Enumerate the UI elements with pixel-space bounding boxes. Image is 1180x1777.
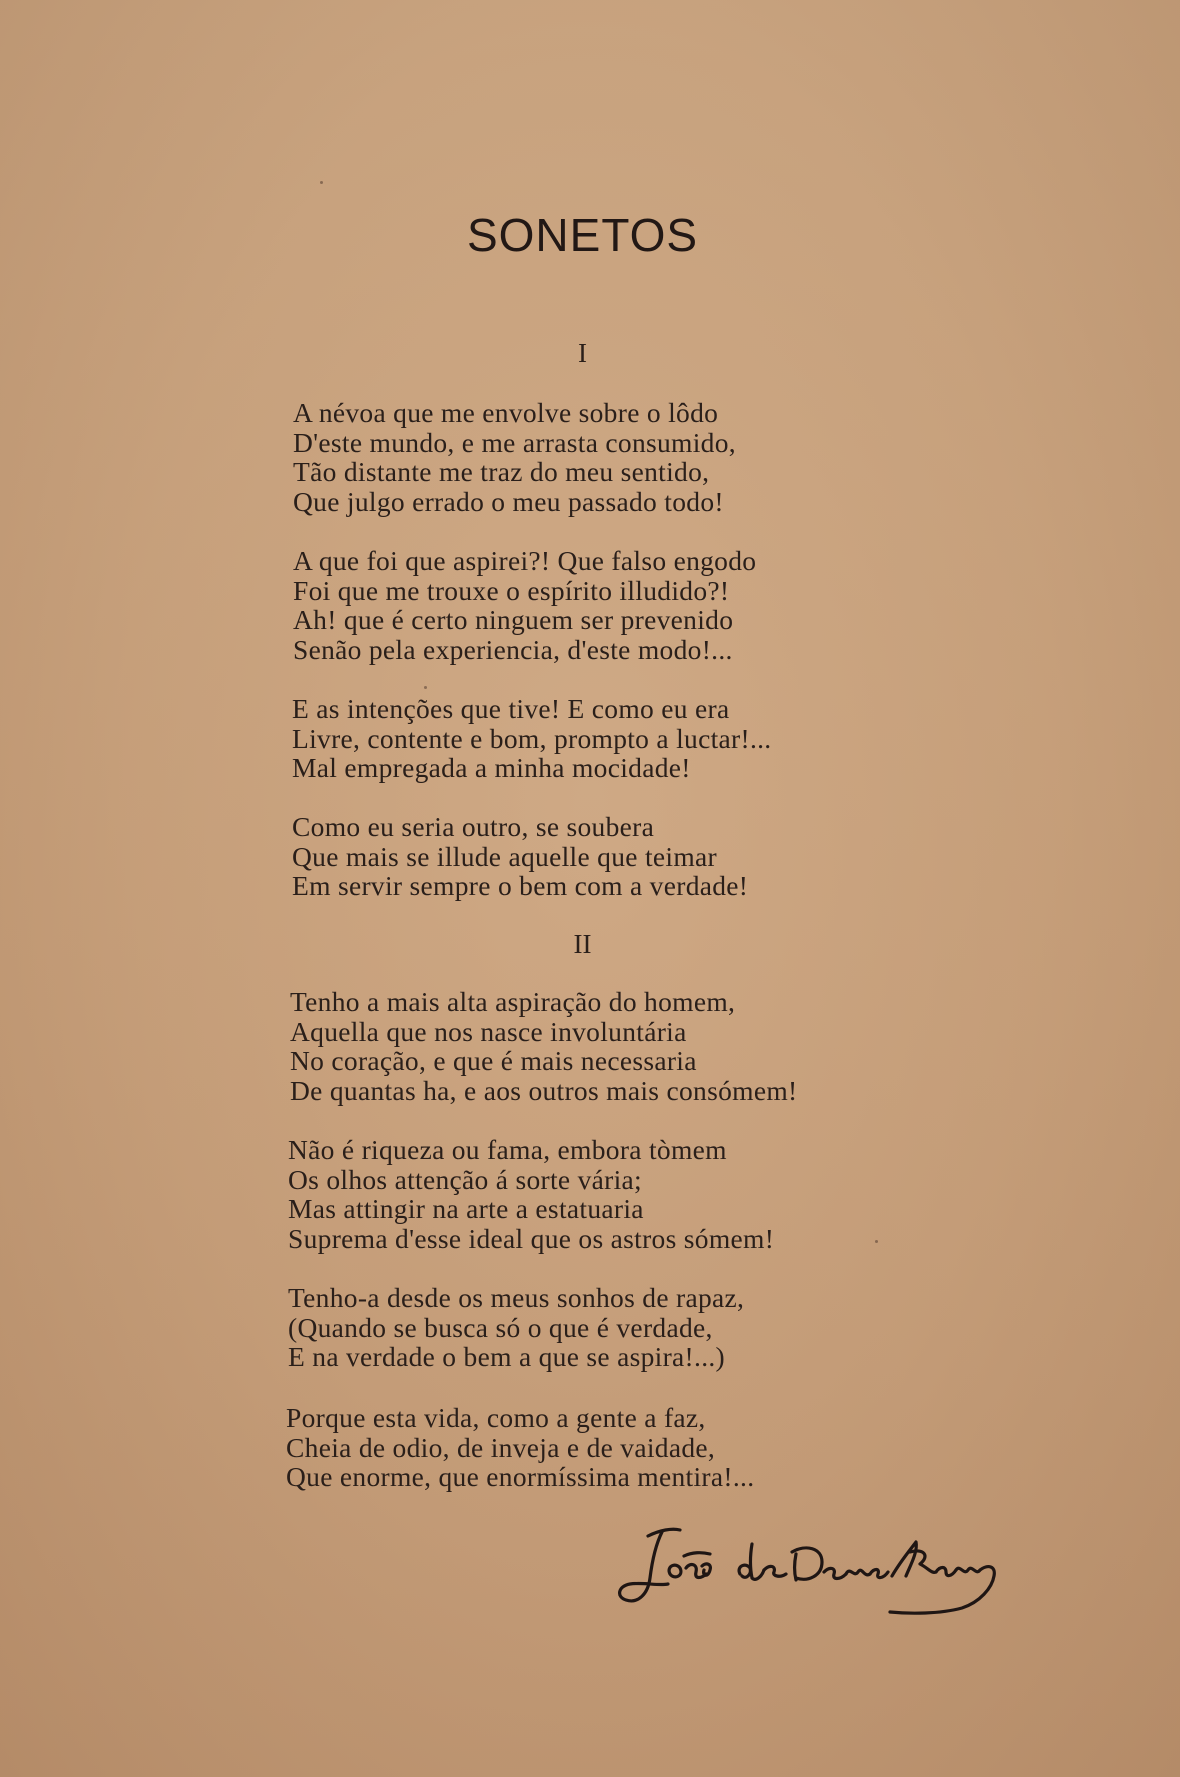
verse-line: Que mais se illude aquelle que teimar	[292, 840, 717, 872]
verse-line: Que enorme, que enormíssima mentira!...	[286, 1461, 755, 1493]
verse-line: A que foi que aspirei?! Que falso engodo	[293, 545, 757, 576]
verse-line: Cheia de odio, de inveja e de vaidade,	[286, 1431, 716, 1463]
verse-line: Tenho a mais alta aspiração do homem,	[290, 986, 736, 1017]
verse-line: Os olhos attenção á sorte vária;	[288, 1163, 642, 1195]
stanza	[292, 694, 771, 783]
stanza	[293, 398, 736, 516]
stanza	[286, 1403, 754, 1492]
sonnet-numeral: I	[578, 338, 587, 368]
paper-speck	[424, 686, 427, 689]
verse-line: E na verdade o bem a que se aspira!...)	[288, 1341, 725, 1373]
verse-line: Como eu seria outro, se soubera	[292, 811, 655, 842]
verse-line: Em servir sempre o bem com a verdade!	[292, 870, 749, 902]
paper-speck	[875, 1240, 878, 1243]
sonnet-numeral: II	[573, 929, 592, 959]
stanza	[288, 1283, 744, 1372]
stanza	[288, 1135, 774, 1253]
verse-line: (Quando se busca só o que é verdade,	[288, 1311, 713, 1343]
verse-line: Aquella que nos nasce involuntária	[290, 1015, 687, 1047]
verse-line: Que julgo errado o meu passado todo!	[293, 485, 724, 517]
stanza	[292, 812, 748, 901]
verse-line: Mas attingir na arte a estatuaria	[288, 1193, 644, 1225]
verse-line: D'este mundo, e me arrasta consumido,	[293, 426, 736, 458]
verse-line: Ah! que é certo ninguem ser prevenido	[293, 604, 734, 636]
verse-line: Mal empregada a minha mocidade!	[292, 752, 691, 784]
stanza	[290, 987, 797, 1105]
verse-line: A névoa que me envolve sobre o lôdo	[293, 397, 719, 428]
stanza	[293, 546, 756, 664]
verse-line: Livre, contente e bom, prompto a luctar!...	[292, 722, 772, 754]
verse-line: E as intenções que tive! E como eu era	[292, 693, 730, 724]
handwritten-signature	[610, 1522, 1010, 1617]
paper-speck	[320, 181, 323, 184]
verse-line: Não é riqueza ou fama, embora tòmem	[288, 1134, 727, 1165]
page-title: SONETOS	[466, 209, 699, 261]
verse-line: Suprema d'esse ideal que os astros sómem!	[288, 1222, 775, 1254]
verse-line: Tenho-a desde os meus sonhos de rapaz,	[288, 1282, 745, 1313]
verse-line: Porque esta vida, como a gente a faz,	[286, 1402, 706, 1433]
verse-line: Senão pela experiencia, d'este modo!...	[293, 633, 733, 665]
verse-line: Foi que me trouxe o espírito illudido?!	[293, 574, 730, 606]
verse-line: De quantas ha, e aos outros mais consómem!	[290, 1074, 798, 1106]
verse-line: No coração, e que é mais necessaria	[290, 1045, 697, 1077]
verse-line: Tão distante me traz do meu sentido,	[293, 456, 710, 488]
